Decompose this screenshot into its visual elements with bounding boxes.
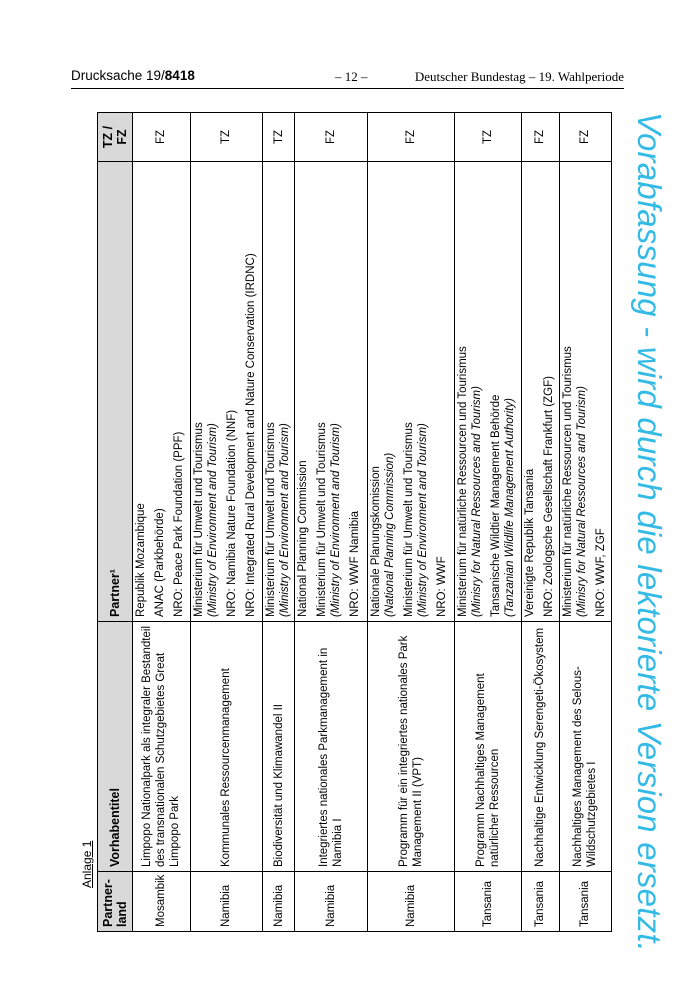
partner-entry: (National Planning Commission) — [383, 452, 396, 617]
partner-entry: ANAC (Parkbehörde) — [154, 508, 166, 617]
table-row — [295, 113, 367, 932]
partner-entry: Vereinigte Republik Tansania — [523, 468, 536, 617]
cell-partner — [190, 162, 262, 622]
cell-partner — [367, 162, 454, 622]
column-header-partner: Partner¹ — [98, 162, 133, 622]
cell-partner-land: Tansania — [559, 872, 611, 932]
table-row — [521, 113, 559, 932]
table-row — [262, 113, 294, 932]
table-row — [454, 113, 521, 932]
cell-partner-land: Namibia — [190, 872, 262, 932]
cell-vorhabentitel: Nachhaltiges Management des Selous-Wildschutzgebietes I — [559, 622, 611, 872]
partner-table-container — [97, 113, 612, 932]
partner-entry: Ministerium für Umwelt und Tourismus — [192, 422, 205, 617]
cell-tz-fz: FZ — [559, 113, 611, 162]
cell-partner — [133, 162, 191, 622]
partner-entry: Ministerium für natürliche Ressourcen und Tourismus — [456, 346, 469, 617]
partner-entry: NRO: WWF Namibia — [349, 510, 362, 617]
cell-partner — [454, 162, 521, 622]
appendix-label: Anlage 1 — [80, 840, 94, 888]
page-number: – 12 – — [335, 69, 368, 84]
partner-entry: Nationale Planungskomission — [369, 466, 382, 617]
partner-entry: Ministerium für Umwelt und Tourismus — [264, 422, 277, 617]
cell-tz-fz: FZ — [521, 113, 559, 162]
cell-partner — [295, 162, 367, 622]
cell-vorhabentitel: Integriertes nationales Parkmanagement in Namibia I — [295, 622, 367, 872]
partner-entry: (Minisry for Natural Ressources and Tourism) — [575, 386, 588, 617]
partner-entry: (Ministry of Environment and Tourism) — [278, 423, 291, 617]
partner-entry: (Minisry for Natural Ressources and Tourism) — [470, 386, 483, 617]
cell-tz-fz: TZ — [454, 113, 521, 162]
cell-tz-fz: FZ — [295, 113, 367, 162]
cell-vorhabentitel: Limpopo Nationalpark als integraler Bestandteil des transnationalen Schutzgebietes Great Limpopo Park — [133, 622, 191, 872]
cell-partner — [262, 162, 294, 622]
table-row — [133, 113, 191, 932]
partner-entry: (Tanzanian Wildlife Management Authority) — [503, 398, 516, 617]
partner-entry: Ministerium für natürliche Ressourcen und Tourismus — [561, 346, 574, 617]
table-row — [190, 113, 262, 932]
cell-vorhabentitel: Nachhaltige Entwicklung Serengeti-Ökosystem — [521, 622, 559, 872]
partner-entry: (Ministry of Environment and Tourism) — [330, 423, 343, 617]
cell-partner-land: Namibia — [295, 872, 367, 932]
column-header-land: Partner-land — [98, 872, 133, 932]
cell-tz-fz: FZ — [133, 113, 191, 162]
table-row — [559, 113, 611, 932]
partner-table — [97, 112, 612, 932]
cell-partner — [559, 162, 611, 622]
column-header-tz-fz: TZ / FZ — [98, 113, 133, 162]
partner-entry: NRO: WWF — [435, 556, 448, 617]
partner-entry: NRO: Integrated Rural Development and Nature Conservation (IRDNC) — [244, 253, 257, 617]
cell-tz-fz: TZ — [190, 113, 262, 162]
partner-entry: NRO: Zoologsche Gesellschaft Frankfurt (ZGF) — [542, 376, 555, 617]
cell-tz-fz: FZ — [367, 113, 454, 162]
cell-partner-land: Namibia — [367, 872, 454, 932]
partner-entry: NRO: Peace Park Foundation (PPF) — [173, 431, 185, 617]
table-header-row — [98, 113, 133, 932]
cell-vorhabentitel: Kommunales Ressourcenmanagement — [190, 622, 262, 872]
cell-tz-fz: TZ — [262, 113, 294, 162]
partner-entry: National Planning Commission — [297, 460, 310, 617]
partner-entry: Ministerium für Umwelt und Tourismus — [402, 422, 415, 617]
cell-partner-land: Namibia — [262, 872, 294, 932]
publisher: Deutscher Bundestag – 19. Wahlperiode — [414, 69, 624, 84]
cell-partner-land: Tansania — [521, 872, 559, 932]
partner-entry: Republik Mozambique — [135, 503, 147, 617]
partner-entry: NRO: Namibia Nature Foundation (NNF) — [225, 409, 238, 617]
cell-partner-land: Tansania — [454, 872, 521, 932]
cell-vorhabentitel: Biodiversität und Klimawandel II — [262, 622, 294, 872]
partner-entry: (Ministry of Environment and Tourism) — [206, 423, 219, 617]
page-header — [71, 66, 624, 89]
cell-partner — [521, 162, 559, 622]
partner-entry: NRO: WWF, ZGF — [594, 528, 607, 617]
draft-watermark: Vorabfassung - wird durch die lektorierte Version ersetzt. — [631, 112, 668, 953]
partner-entry: (Ministry of Environment and Tourism) — [416, 423, 429, 617]
document-number: Drucksache 19/8418 — [71, 68, 195, 83]
partner-entry: Tansanische Wildtier Management Behörde — [489, 394, 502, 617]
cell-vorhabentitel: Programm für ein integriertes nationales Park Management II (VPT) — [367, 622, 454, 872]
partner-entry: Ministerium für Umwelt und Tourismus — [316, 422, 329, 617]
cell-partner-land: Mosambik — [133, 872, 191, 932]
table-row — [367, 113, 454, 932]
cell-vorhabentitel: Programm Nachhaltiges Management natürlicher Ressourcen — [454, 622, 521, 872]
column-header-titel: Vorhabentitel — [98, 622, 133, 872]
